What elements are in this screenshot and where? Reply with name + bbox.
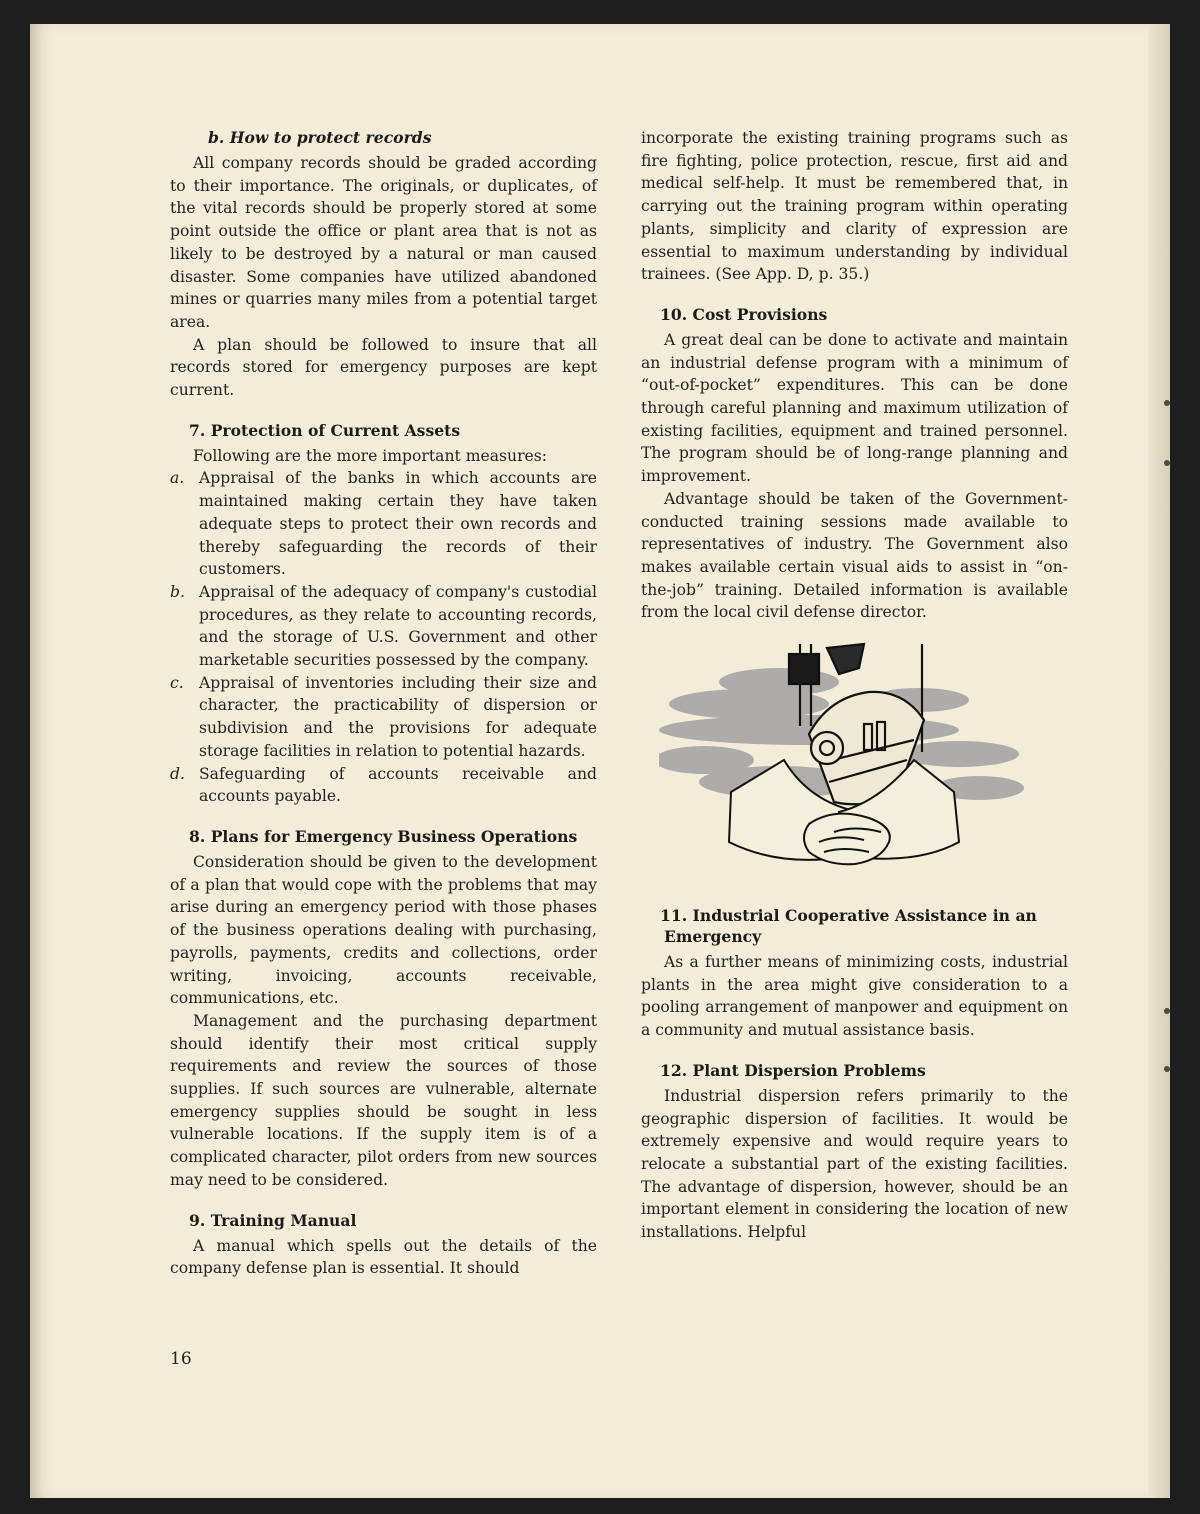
list-letter: d. — [170, 764, 185, 783]
list-item — [170, 763, 597, 808]
list-item — [170, 581, 597, 672]
heading-section-9: 9. Training Manual — [189, 1210, 357, 1230]
section-7-intro: Following are the more important measures: — [193, 446, 548, 465]
heading-section-7: 7. Protection of Current Assets — [189, 420, 461, 440]
list-item-text: Safeguarding of accounts receivable and accounts payable. — [199, 764, 597, 806]
section-12-paragraph-1: Industrial dispersion refers primarily to the geographic dispersion of facilities. It would be extremely expensive and would require years to relocate a substantial part of the existing facilities. The advantage of dispersion, however, should be an important element in considering the location of new installations. Helpful — [641, 1086, 1068, 1242]
section-10-paragraph-1: A great deal can be done to activate and maintain an industrial defense program with a minimum of “out-of-pocket” expenditures. This can be done through careful planning and maximum utilization of existing facilities, equipment and trained personnel. The program should be of long-range planning and improvement. — [641, 330, 1068, 486]
list-item — [170, 467, 597, 581]
section-10-paragraph-2: Advantage should be taken of the Government-conducted training sessions made available to representatives of industry. The Government also makes available certain visual aids to assist in “on-the-job” training. Detailed information is available from the local civil defense director. — [641, 489, 1068, 622]
list-item-text: Appraisal of inventories including their size and character, the practicability of dispersion or subdivision and the provisions for adequate storage facilities in relation to potential hazards. — [199, 673, 597, 760]
records-paragraph-2: A plan should be followed to insure that all records stored for emergency purposes are kept current. — [170, 335, 597, 400]
heading-section-10: 10. Cost Provisions — [660, 304, 828, 324]
section-11-paragraph-1: As a further means of minimizing costs, industrial plants in the area might give consideration to a pooling arrangement of manpower and equipment on a community and mutual assistance basis. — [641, 953, 1068, 1040]
right-column — [641, 127, 1068, 1244]
page-edge-mark — [1164, 1066, 1170, 1072]
heading-section-11: 11. Industrial Cooperative Assistance in an Emergency — [660, 906, 1037, 947]
page-edge-mark — [1164, 400, 1170, 406]
page-edge-mark — [1164, 460, 1170, 466]
document-page — [30, 24, 1170, 1498]
list-letter: c. — [170, 673, 184, 692]
heading-section-12: 12. Plant Dispersion Problems — [660, 1060, 926, 1080]
list-letter: b. — [170, 582, 185, 601]
list-letter: a. — [170, 469, 185, 488]
heading-section-8: 8. Plans for Emergency Business Operations — [189, 826, 578, 846]
list-item-text: Appraisal of the adequacy of company's custodial procedures, as they relate to accounting records, and the storage of U.S. Government and other marketable securities possessed by the company. — [199, 582, 597, 670]
measures-list — [170, 467, 597, 808]
continued-paragraph: incorporate the existing training programs such as fire fighting, police protection, rescue, first aid and medical self-help. It must be remembered that, in carrying out the training program within operating plants, simplicity and clarity of expression are essential to maximum understanding by individual trainees. (See App. D, p. 35.) — [641, 129, 1068, 284]
section-9-paragraph-1: A manual which spells out the details of the company defense plan is essential. It should — [170, 1236, 597, 1278]
section-8-paragraph-2: Management and the purchasing department should identify their most critical supply requirements and review the sources of those supplies. If such sources are vulnerable, alternate emergency supplies should be sought in less vulnerable locations. If the supply item is of a complicated character, pilot orders from new sources may need to be considered. — [170, 1011, 597, 1189]
list-item — [170, 672, 597, 763]
page-number: 16 — [170, 1349, 192, 1369]
cooperation-illustration — [659, 642, 1029, 887]
page-edge-mark — [1164, 1008, 1170, 1014]
page-edge — [1148, 24, 1170, 1498]
left-column — [170, 127, 597, 1280]
records-paragraph-1: All company records should be graded according to their importance. The originals, or duplicates, of the vital records should be properly stored at some point outside the office or plant area that is not as likely to be destroyed by a natural or man caused disaster. Some companies have utilized abandoned mines or quarries many miles from a potential target area. — [170, 154, 597, 331]
section-8-paragraph-1: Consideration should be given to the development of a plan that would cope with the problems that may arise during an emergency period with those phases of the business operations dealing with purchasing, payrolls, payments, credits and collections, order writing, invoicing, accounts receivable, communications, etc. — [170, 852, 597, 1008]
list-item-text: Appraisal of the banks in which accounts are maintained making certain they have taken adequate steps to protect their own records and thereby safeguarding the records of their customers. — [199, 469, 597, 579]
heading-how-to-protect-records: b. How to protect records — [208, 128, 432, 147]
